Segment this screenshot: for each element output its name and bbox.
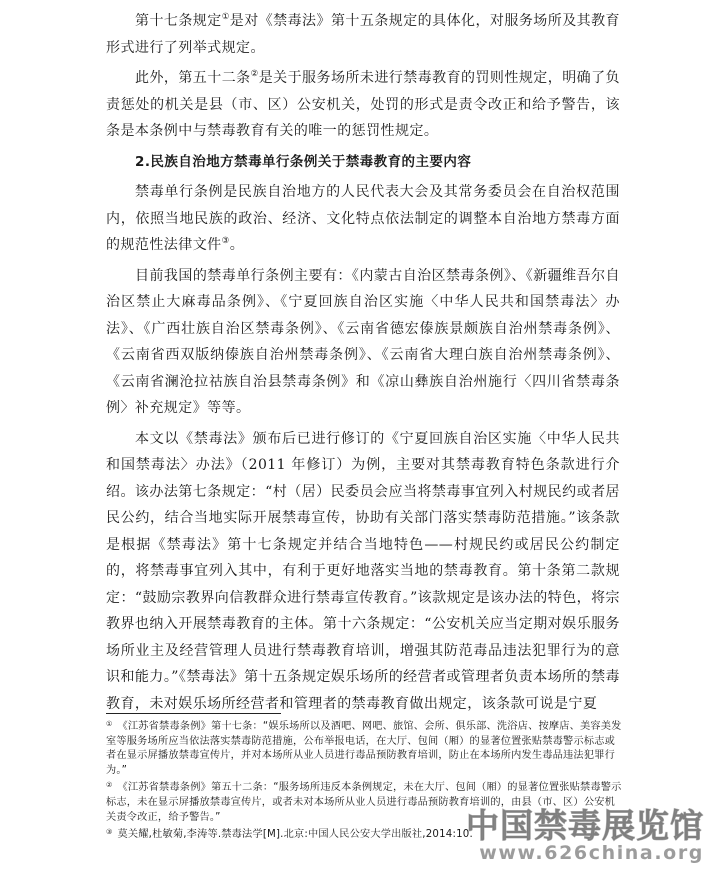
paragraph-definition: 禁毒单行条例是民族自治地方的人民代表大会及其常务委员会在自治权范围内，依照当地民族的政治、经济、文化特点依法制定的调整本自治地方禁毒方面的规范性法律文件③。 [106, 184, 620, 253]
paragraph-article-17: 第十七条规定①是对《禁毒法》第十五条规定的具体化，对服务场所及其教育形式进行了列举式规定。 [106, 12, 620, 56]
paragraph-article-52: 此外，第五十二条②是关于服务场所未进行禁毒教育的罚则性规定，明确了负责惩处的机关是县（市、区）公安机关，处罚的形式是责令改正和给予警告，该条是本条例中与禁毒教育有关的唯一的惩罚性规定。 [106, 69, 620, 139]
footnote-3: ③ 莫关耀,杜敏菊,李涛等.禁毒法学[M].北京:中国人民公安大学出版社,2014:10. [106, 828, 473, 841]
watermark-brand: 中国禁毒展览馆 [466, 806, 704, 845]
paragraph-regulations-list: 目前我国的禁毒单行条例主要有：《内蒙古自治区禁毒条例》、《新疆维吾尔自治区禁止大麻毒品条例》、《宁夏回族自治区实施〈中华人民共和国禁毒法〉办法》、《广西壮族自治区禁毒条例》、《云南省德宏傣族景颇族自治州禁毒条例》、《云南省西双版纳傣族自治州禁毒条例》、《云南省大理白族自治州禁毒条例》、《云南省澜沧拉祜族自治县禁毒条例》和《凉山彝族自治州施行〈四川省禁毒条例〉补充规定》等等。 [106, 267, 620, 416]
footnote-ref-2[interactable]: ② [250, 69, 259, 79]
footnote-divider [106, 713, 281, 714]
footnote-2: ② 《江苏省禁毒条例》第五十二条：“服务场所违反本条例规定，未在大厅、包间（厢）的显著位置张贴禁毒警示标志，未在显示屏播放禁毒宣传片，或者未对本场所从业人员进行毒品预防教育培训的，由县（市、区）公安机关责令改正，给予警告。” [106, 781, 622, 823]
footnote-ref-3[interactable]: ③ [221, 236, 230, 246]
footnote-ref-1[interactable]: ① [221, 12, 230, 22]
section-heading: 2.民族自治地方禁毒单行条例关于禁毒教育的主要内容 [135, 153, 472, 170]
paragraph-ningxia-example: 本文以《禁毒法》颁布后已进行修订的《宁夏回族自治区实施〈中华人民共和国禁毒法〉办法》（2011 年修订）为例，主要对其禁毒教育特色条款进行介绍。该办法第七条规定：“村（居）民委员会应当将禁毒事宜列入村规民约或者居民公约，结合当地实际开展禁毒宣传，协助有关部门落实禁毒防范措施。”该条款是根据《禁毒法》第十七条规定并结合当地特色——村规民约或居民公约制定的，将禁毒事宜列入其中，有利于更好地落实当地的禁毒教育。第十条第二款规定：“鼓励宗教界向信教群众进行禁毒宣传教育。”该款规定是该办法的特色，将宗教界也纳入开展禁毒教育的主体。第十六条规定：“公安机关应当定期对娱乐服务场所业主及经营管理人员进行禁毒教育培训，增强其防范毒品违法犯罪行为的意识和能力。”《禁毒法》第十五条规定娱乐场所的经营者或管理者负责本场所的禁毒教育，未对娱乐场所经营者和管理者的禁毒教育做出规定，该条款可说是宁夏 [106, 430, 620, 712]
footnotes [106, 720, 624, 846]
footnote-1: ① 《江苏省禁毒条例》第十七条：“娱乐场所以及酒吧、网吧、旅馆、会所、俱乐部、洗浴店、按摩店、美容美发室等服务场所应当依法落实禁毒防范措施，公布举报电话，在大厅、包间（厢）的显著位置张贴禁毒警示标志或者在显示屏播放禁毒宣传片，并对本场所从业人员进行毒品预防教育培训，防止在本场所内发生毒品违法犯罪行为。” [106, 720, 622, 776]
watermark-url: www.626china.org [479, 842, 704, 864]
body-text [106, 8, 620, 721]
